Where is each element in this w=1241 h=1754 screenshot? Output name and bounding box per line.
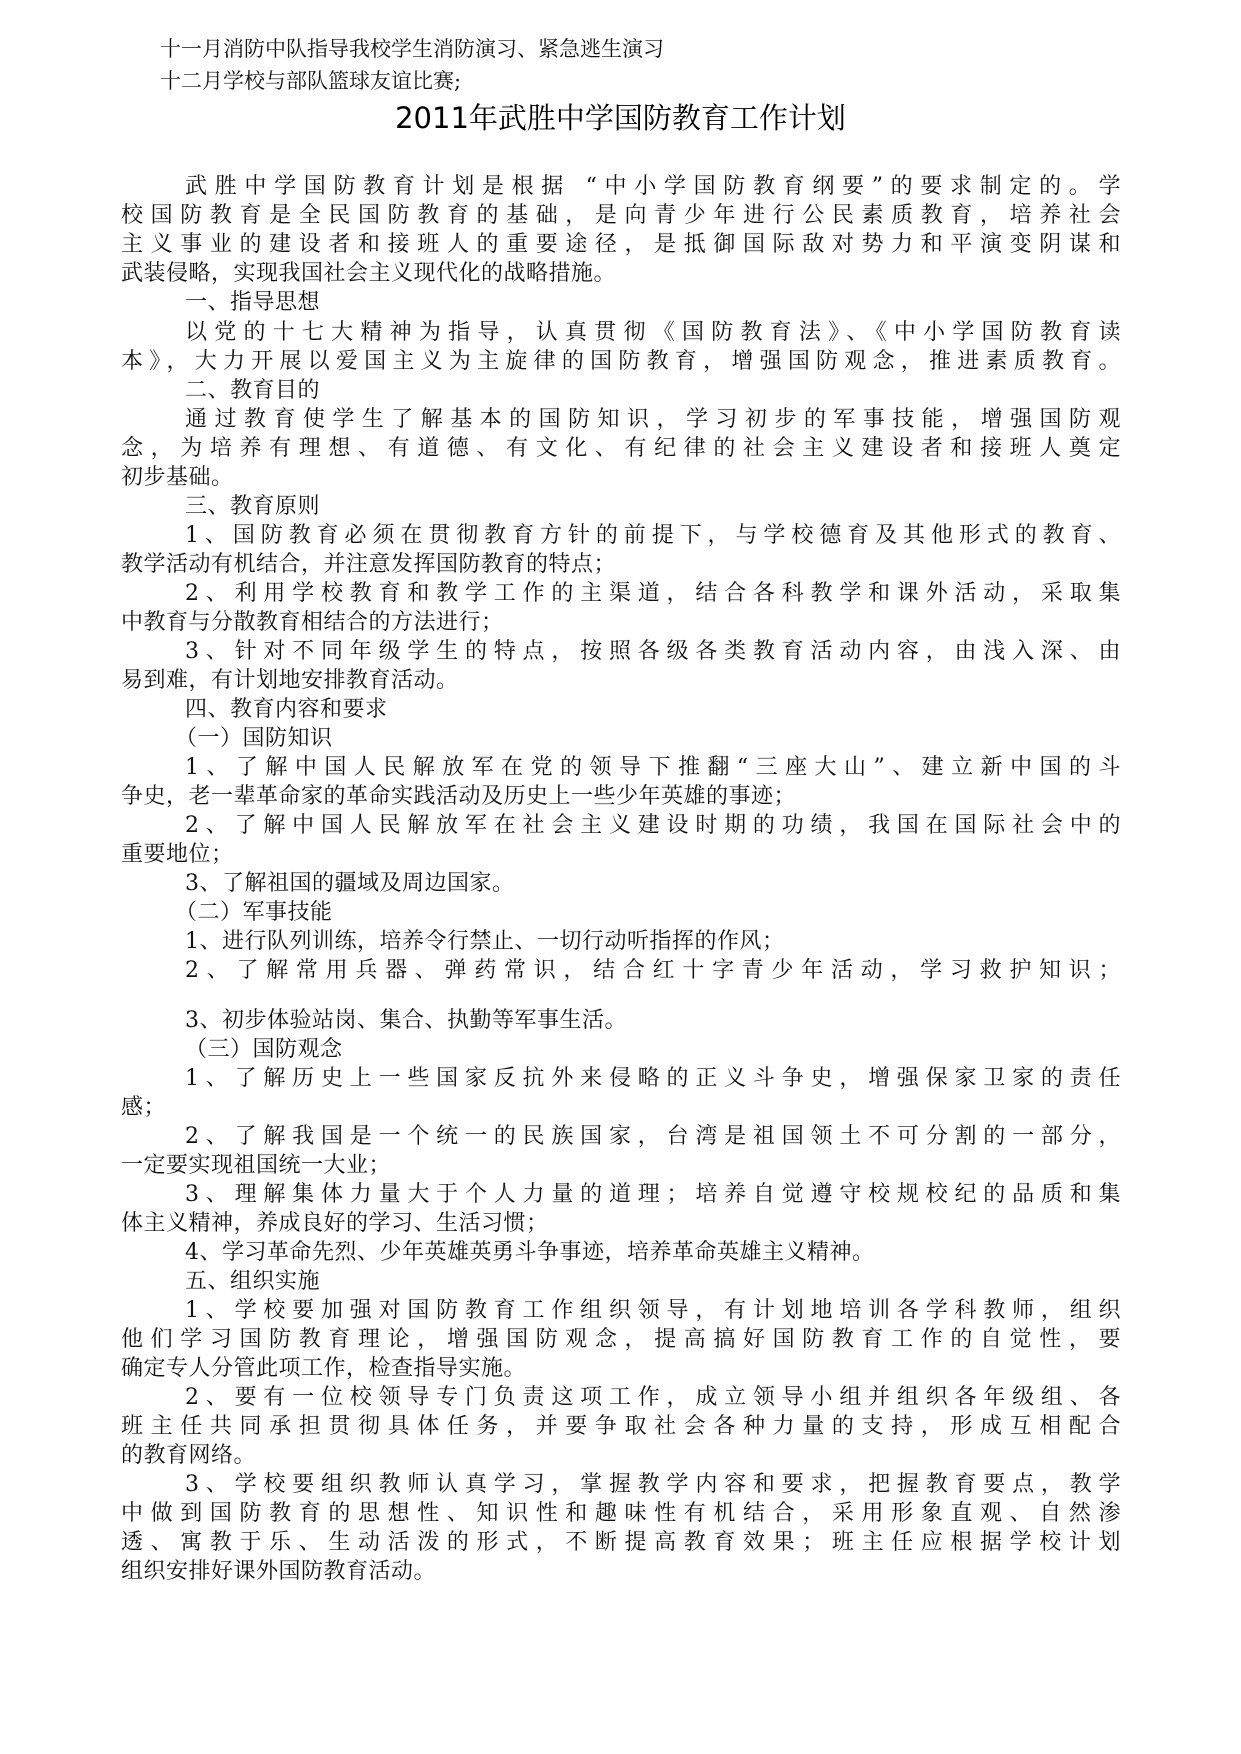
- text-line: 一、指导思想: [185, 290, 321, 315]
- text-line: 3、学校要组织教师认真学习，掌握教学内容和要求，把握教育要点，教学: [185, 1472, 1121, 1497]
- text-line: 本》，大力开展以爱国主义为主旋律的国防教育，增强国防观念，推进素质教育。: [121, 349, 1121, 374]
- text-line: 1、了解历史上一些国家反抗外来侵略的正义斗争史，增强保家卫家的责任: [185, 1066, 1121, 1091]
- text-line: （一）国防知识: [175, 726, 333, 751]
- text-line: 2、了解常用兵器、弹药常识，结合红十字青少年活动，学习救护知识；: [185, 958, 1121, 983]
- text-line: 初步基础。: [121, 465, 234, 490]
- text-line: 4、学习革命先烈、少年英雄英勇斗争事迹，培养革命英雄主义精神。: [185, 1240, 875, 1265]
- text-line: 以党的十七大精神为指导，认真贯彻《国防教育法》、《中小学国防教育读: [185, 320, 1121, 345]
- text-line: 3、了解祖国的疆域及周边国家。: [185, 871, 515, 896]
- text-line: 3、针对不同年级学生的特点，按照各级各类教育活动内容，由浅入深、由: [185, 639, 1121, 664]
- text-line: 体主义精神，养成良好的学习、生活习惯；: [121, 1211, 549, 1236]
- text-line: 他们学习国防教育理论，增强国防观念，提高搞好国防教育工作的自觉性，要: [121, 1327, 1121, 1352]
- text-line: 组织安排好课外国防教育活动。: [121, 1559, 437, 1584]
- text-line: 1、国防教育必须在贯彻教育方针的前提下，与学校德育及其他形式的教育、: [185, 523, 1121, 548]
- text-line: 班主任共同承担贯彻具体任务，并要争取社会各种力量的支持，形成互相配合: [121, 1414, 1121, 1439]
- text-line: 的教育网络。: [121, 1443, 257, 1468]
- text-line: 3、理解集体力量大于个人力量的道理；培养自觉遵守校规校纪的品质和集: [185, 1182, 1121, 1207]
- text-line: 2、了解中国人民解放军在社会主义建设时期的功绩，我国在国际社会中的: [185, 813, 1121, 838]
- text-line: 1、了解中国人民解放军在党的领导下推翻“三座大山”、建立新中国的斗: [185, 755, 1121, 780]
- text-line: 确定专人分管此项工作，检查指导实施。: [121, 1356, 527, 1381]
- document-title: 2011年武胜中学国防教育工作计划: [395, 101, 846, 135]
- text-line: 1、进行队列训练，培养令行禁止、一切行动听指挥的作风；: [185, 929, 785, 954]
- text-line: 2、要有一位校领导专门负责这项工作，成立领导小组并组织各年级组、各: [185, 1385, 1121, 1410]
- text-line: 念，为培养有理想、有道德、有文化、有纪律的社会主义建设者和接班人奠定: [121, 436, 1121, 461]
- text-line: 感；: [121, 1095, 167, 1120]
- text-line: 2、了解我国是一个统一的民族国家，台湾是祖国领土不可分割的一部分，: [185, 1124, 1121, 1149]
- text-line: 重要地位；: [121, 842, 234, 867]
- text-line: 1、学校要加强对国防教育工作组织领导，有计划地培训各学科教师，组织: [185, 1298, 1121, 1323]
- text-line: 教学活动有机结合，并注意发挥国防教育的特点；: [121, 552, 617, 577]
- text-line: 易到难，有计划地安排教育活动。: [121, 668, 459, 693]
- text-line: 武装侵略，实现我国社会主义现代化的战略措施。: [121, 261, 617, 286]
- text-line: 校国防教育是全民国防教育的基础，是向青少年进行公民素质教育，培养社会: [121, 203, 1121, 228]
- text-line: 透、寓教于乐、生动活泼的形式，不断提高教育效果；班主任应根据学校计划: [121, 1530, 1121, 1555]
- text-line: 武胜中学国防教育计划是根据 “中小学国防教育纲要”的要求制定的。学: [185, 174, 1121, 199]
- text-line: 中教育与分散教育相结合的方法进行；: [121, 610, 504, 635]
- text-line: 通过教育使学生了解基本的国防知识，学习初步的军事技能，增强国防观: [185, 407, 1121, 432]
- text-line: 主义事业的建设者和接班人的重要途径，是抵御国际敌对势力和平演变阴谋和: [121, 232, 1121, 257]
- text-line: （三）国防观念: [185, 1037, 343, 1062]
- text-line: 五、组织实施: [185, 1269, 321, 1294]
- text-line: 一定要实现祖国统一大业；: [121, 1153, 392, 1178]
- text-line: 二、教育目的: [185, 378, 321, 403]
- text-line: 争史，老一辈革命家的革命实践活动及历史上一些少年英雄的事迹；: [121, 784, 797, 809]
- text-line: 中做到国防教育的思想性、知识性和趣味性有机结合，采用形象直观、自然渗: [121, 1501, 1121, 1526]
- text-line: 三、教育原则: [185, 494, 321, 519]
- header-note: 十一月消防中队指导我校学生消防演习、紧急逃生演习: [160, 37, 664, 61]
- text-line: 2、利用学校教育和教学工作的主渠道，结合各科教学和课外活动，采取集: [185, 581, 1121, 606]
- text-line: 四、教育内容和要求: [185, 697, 388, 722]
- text-line: 3、初步体验站岗、集合、执勤等军事生活。: [185, 1008, 627, 1033]
- header-note: 十二月学校与部队篮球友谊比赛;: [160, 69, 462, 93]
- text-line: （二）军事技能: [175, 900, 333, 925]
